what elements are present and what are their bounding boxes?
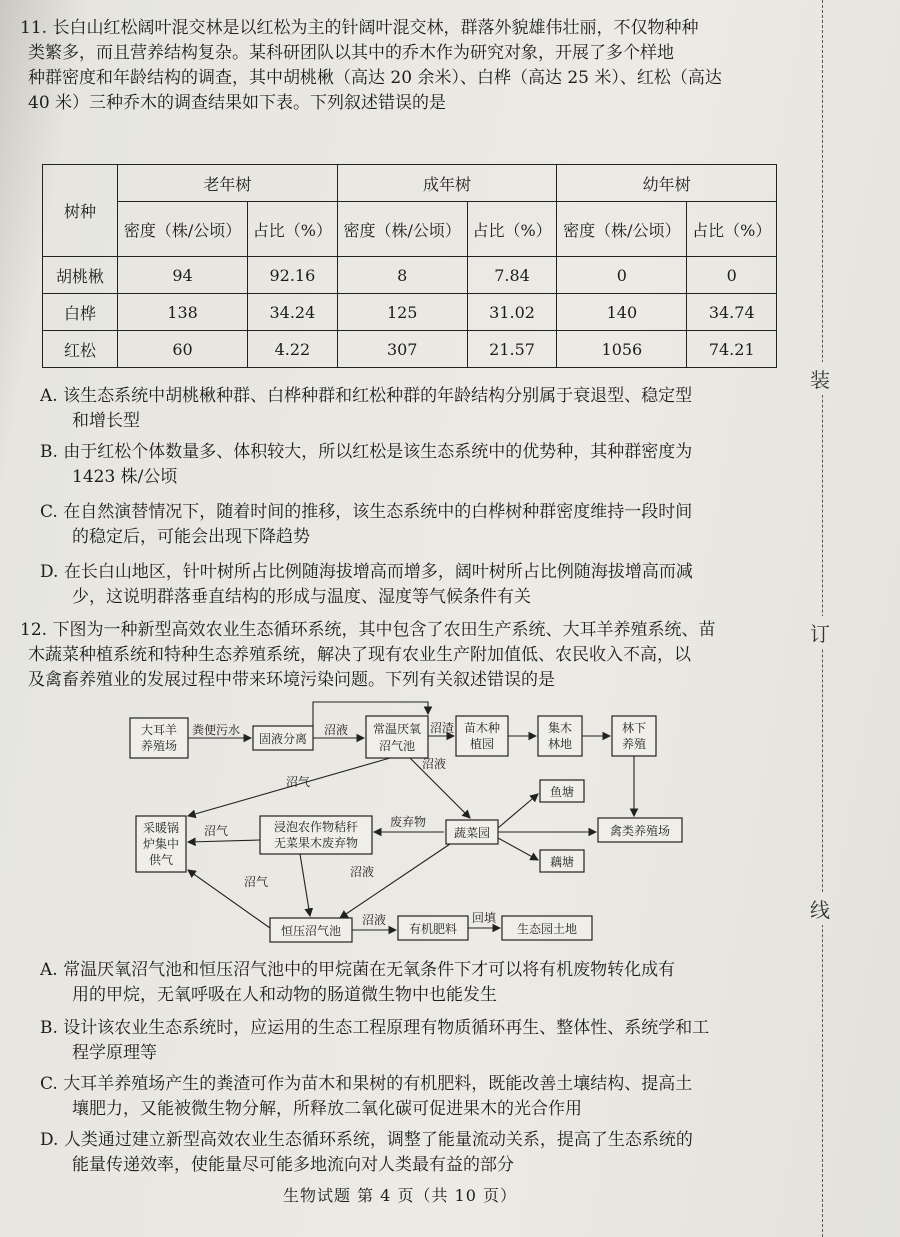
- option-line: D. 人类通过建立新型高效农业生态循环系统，调整了能量流动关系，提高了生态系统的: [40, 1130, 693, 1150]
- option-line: B. 设计该农业生态系统时，应运用的生态工程原理有物质循环再生、整体性、系统学和工: [40, 1018, 710, 1038]
- q11-option-d: [40, 560, 780, 610]
- node-anaerobic-digester: [366, 716, 428, 758]
- ecosystem-flow-diagram: [110, 690, 710, 952]
- option-line: 壤肥力，又能被微生物分解，所释放二氧化碳可促进果木的光合作用: [72, 1099, 582, 1119]
- table-cell: 4.22: [248, 331, 338, 368]
- table-cell: 307: [337, 331, 467, 368]
- table-cell: 34.24: [248, 294, 338, 331]
- table-header-species: 树种: [43, 165, 118, 257]
- binding-char-xian: 线: [810, 892, 830, 925]
- q12-stem-line: 木蔬菜种植系统和特种生态养殖系统，解决了现有农业生产附加值低、农民收入不高，以: [28, 645, 691, 665]
- q12-option-b: [40, 1016, 780, 1066]
- svg-text:集木: 集木: [547, 721, 573, 735]
- node-garden-soil: [502, 916, 592, 940]
- table-cell: 7.84: [467, 257, 557, 294]
- q11-option-c: [40, 500, 780, 550]
- svg-text:林地: 林地: [547, 737, 573, 751]
- node-straw-soaking: [260, 816, 372, 854]
- q11-stem-line: 类繁多，而且营养结构复杂。某科研团队以其中的乔木作为研究对象，开展了多个样地: [28, 43, 674, 63]
- label-slurry: 沼液: [362, 913, 387, 927]
- node-forest: [538, 716, 582, 756]
- table-cell: 60: [118, 331, 248, 368]
- option-line: 用的甲烷，无氧呼吸在人和动物的肠道微生物中也能发生: [72, 985, 497, 1005]
- table-sub-ratio: 占比（%）: [248, 202, 338, 257]
- table-row: [43, 331, 777, 368]
- label-waste: 废弃物: [390, 815, 427, 829]
- table-cell: 138: [118, 294, 248, 331]
- q12-stem: [20, 618, 780, 693]
- table-sub-density: 密度（株/公顷）: [337, 202, 467, 257]
- label-return-field: 回填: [472, 911, 497, 925]
- svg-text:有机肥料: 有机肥料: [408, 922, 458, 936]
- svg-text:植园: 植园: [469, 737, 495, 751]
- table-cell: 白桦: [43, 294, 118, 331]
- svg-text:采暖锅: 采暖锅: [142, 821, 180, 835]
- label-biogas: 沼气: [244, 875, 269, 889]
- binding-char-ding: 订: [810, 616, 830, 649]
- option-line: 程学原理等: [72, 1043, 157, 1063]
- option-line: B. 由于红松个体数量多、体积较大，所以红松是该生态系统中的优势种，其种群密度为: [40, 442, 693, 462]
- node-organic-fertilizer: [398, 916, 468, 940]
- table-cell: 74.21: [687, 331, 777, 368]
- svg-text:养殖: 养殖: [621, 737, 647, 751]
- table-sub-density: 密度（株/公顷）: [557, 202, 687, 257]
- option-line: 1423 株/公顷: [72, 467, 178, 487]
- table-cell: 0: [687, 257, 777, 294]
- node-sheep-farm: [130, 718, 188, 758]
- q12-stem-line: 12. 下图为一种新型高效农业生态循环系统，其中包含了农田生产系统、大耳羊养殖系统、苗: [20, 620, 716, 640]
- svg-text:林下: 林下: [621, 721, 647, 735]
- table-cell: 21.57: [467, 331, 557, 368]
- label-biogas: 沼气: [286, 775, 311, 789]
- label-residue: 沼渣: [430, 721, 455, 735]
- survey-table: [42, 164, 777, 368]
- q12-option-a: [40, 958, 780, 1008]
- table-cell: 140: [557, 294, 687, 331]
- table-cell: 红松: [43, 331, 118, 368]
- table-cell: 0: [557, 257, 687, 294]
- table-cell: 1056: [557, 331, 687, 368]
- table-sub-ratio: 占比（%）: [687, 202, 777, 257]
- option-line: C. 在自然演替情况下，随着时间的推移，该生态系统中的白桦树种群密度维持一段时间: [40, 502, 693, 522]
- table-sub-density: 密度（株/公顷）: [118, 202, 248, 257]
- table-cell: 34.74: [687, 294, 777, 331]
- table-cell: 94: [118, 257, 248, 294]
- label-slurry: 沼液: [422, 757, 447, 771]
- svg-text:浸泡农作物秸秆: 浸泡农作物秸秆: [273, 820, 359, 834]
- q12-stem-line: 及禽畜养殖业的发展过程中带来环境污染问题。下列有关叙述错误的是: [28, 670, 555, 690]
- option-line: 和增长型: [72, 411, 140, 431]
- table-cell: 胡桃楸: [43, 257, 118, 294]
- svg-text:无菜果木废弃物: 无菜果木废弃物: [273, 836, 359, 850]
- q12-option-c: [40, 1072, 780, 1122]
- option-line: 的稳定后，可能会出现下降趋势: [72, 527, 310, 547]
- table-header-row: [43, 165, 777, 202]
- node-lotus-pond: [540, 850, 584, 872]
- table-header-old: 老年树: [118, 165, 338, 202]
- q12-option-d: [40, 1128, 780, 1178]
- svg-text:禽类养殖场: 禽类养殖场: [609, 824, 671, 838]
- q11-option-b: [40, 440, 780, 490]
- node-heating-boiler: [136, 816, 186, 872]
- table-header-young: 幼年树: [557, 165, 777, 202]
- table-sub-ratio: 占比（%）: [467, 202, 557, 257]
- option-line: A. 常温厌氧沼气池和恒压沼气池中的甲烷菌在无氧条件下才可以将有机废物转化成有: [40, 960, 676, 980]
- svg-text:沼气池: 沼气池: [378, 739, 416, 753]
- svg-text:恒压沼气池: 恒压沼气池: [280, 924, 342, 938]
- label-slurry: 沼液: [350, 865, 375, 879]
- node-solid-liquid-separator: [253, 726, 313, 750]
- option-line: D. 在长白山地区，针叶树所占比例随海拔增高而增多，阔叶树所占比例随海拔增高而减: [40, 562, 693, 582]
- q11-stem-line: 种群密度和年龄结构的调查，其中胡桃楸（高达 20 余米）、白桦（高达 25 米）、红松（高达: [28, 68, 722, 88]
- svg-text:藕塘: 藕塘: [549, 855, 575, 869]
- q11-stem-line: 11. 长白山红松阔叶混交林是以红松为主的针阔叶混交林，群落外貌雄伟壮丽，不仅物种种: [20, 18, 699, 38]
- label-slurry: 沼液: [324, 723, 349, 737]
- table-row: [43, 257, 777, 294]
- binding-char-zhuang: 装: [810, 362, 830, 395]
- option-line: A. 该生态系统中胡桃楸种群、白桦种群和红松种群的年龄结构分别属于衰退型、稳定型: [40, 386, 693, 406]
- svg-text:固液分离: 固液分离: [258, 732, 308, 746]
- q11-stem-line: 40 米）三种乔木的调查结果如下表。下列叙述错误的是: [28, 93, 447, 113]
- svg-text:生态园土地: 生态园土地: [516, 922, 578, 936]
- table-subheader-row: [43, 202, 777, 257]
- option-line: 能量传递效率，使能量尽可能多地流向对人类最有益的部分: [72, 1155, 514, 1175]
- table-cell: 92.16: [248, 257, 338, 294]
- node-poultry-farm: [598, 818, 682, 842]
- svg-text:供气: 供气: [148, 853, 174, 867]
- label-manure: 粪便污水: [192, 723, 241, 737]
- node-nursery: [456, 716, 508, 756]
- svg-text:炉集中: 炉集中: [142, 837, 180, 851]
- svg-text:养殖场: 养殖场: [140, 739, 178, 753]
- label-biogas: 沼气: [204, 824, 229, 838]
- svg-text:苗木种: 苗木种: [463, 721, 501, 735]
- node-constant-pressure-digester: [270, 918, 352, 942]
- option-line: C. 大耳羊养殖场产生的粪渣可作为苗木和果树的有机肥料，既能改善土壤结构、提高土: [40, 1074, 693, 1094]
- table-header-adult: 成年树: [337, 165, 557, 202]
- svg-text:大耳羊: 大耳羊: [140, 723, 178, 737]
- table-row: [43, 294, 777, 331]
- node-fish-pond: [540, 780, 584, 802]
- node-understory-farming: [612, 716, 656, 756]
- svg-text:鱼塘: 鱼塘: [549, 785, 575, 799]
- svg-text:蔬菜园: 蔬菜园: [453, 826, 491, 840]
- table-cell: 8: [337, 257, 467, 294]
- page-footer: 生物试题 第 4 页（共 10 页）: [283, 1186, 517, 1205]
- node-vegetable-garden: [446, 820, 498, 844]
- table-cell: 31.02: [467, 294, 557, 331]
- table-cell: 125: [337, 294, 467, 331]
- option-line: 少，这说明群落垂直结构的形成与温度、湿度等气候条件有关: [72, 587, 531, 607]
- q11-stem: [20, 16, 780, 116]
- q11-option-a: [40, 384, 780, 434]
- svg-text:常温厌氧: 常温厌氧: [372, 722, 422, 736]
